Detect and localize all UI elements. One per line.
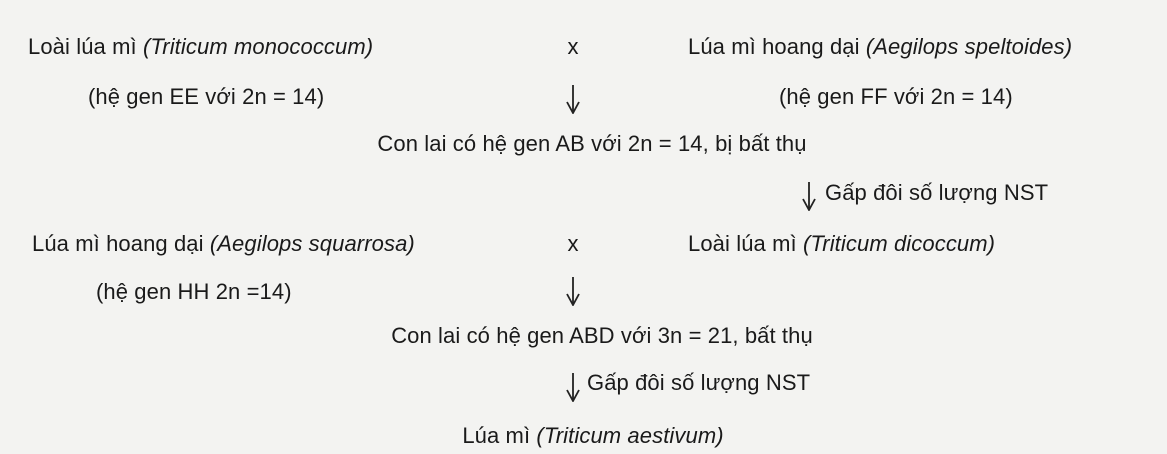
- final-latin: (Triticum aestivum): [536, 423, 724, 448]
- parent2-latin: (Aegilops speltoides): [865, 34, 1073, 59]
- cross-symbol-1: x: [567, 34, 579, 59]
- parent3-genome: (hệ gen HH 2n =14): [96, 279, 292, 304]
- parent1-genome: (hệ gen EE với 2n = 14): [88, 84, 325, 109]
- final-species: Lúa mì: [462, 423, 537, 448]
- parent2-species: Lúa mì hoang dại: [688, 34, 866, 59]
- final-species-label: [462, 423, 723, 449]
- parent1-species: Loài lúa mì: [28, 34, 143, 59]
- parent4-label: [688, 231, 995, 257]
- hybrid2-label: Con lai có hệ gen ABD với 3n = 21, bất thụ: [391, 323, 813, 348]
- parent3-species: Lúa mì hoang dại: [32, 231, 210, 256]
- parent4-latin: (Triticum dicoccum): [802, 231, 996, 256]
- cross-symbol-2: x: [567, 231, 579, 256]
- down-arrow-icon: [566, 276, 580, 306]
- parent4-species: Loài lúa mì: [688, 231, 803, 256]
- parent1-latin: (Triticum monococcum): [142, 34, 374, 59]
- parent3-label: [32, 231, 415, 257]
- down-arrow-icon: [802, 181, 816, 211]
- parent2-genome: (hệ gen FF với 2n = 14): [779, 84, 1013, 109]
- down-arrow-icon: [566, 372, 580, 402]
- parent1-label: [28, 34, 373, 60]
- parent2-label: [688, 34, 1072, 60]
- parent3-latin: (Aegilops squarrosa): [209, 231, 415, 256]
- doubling-label-2: Gấp đôi số lượng NST: [587, 370, 811, 395]
- hybrid1-label: Con lai có hệ gen AB với 2n = 14, bị bất thụ: [377, 131, 807, 156]
- doubling-label-1: Gấp đôi số lượng NST: [825, 180, 1049, 205]
- down-arrow-icon: [566, 84, 580, 114]
